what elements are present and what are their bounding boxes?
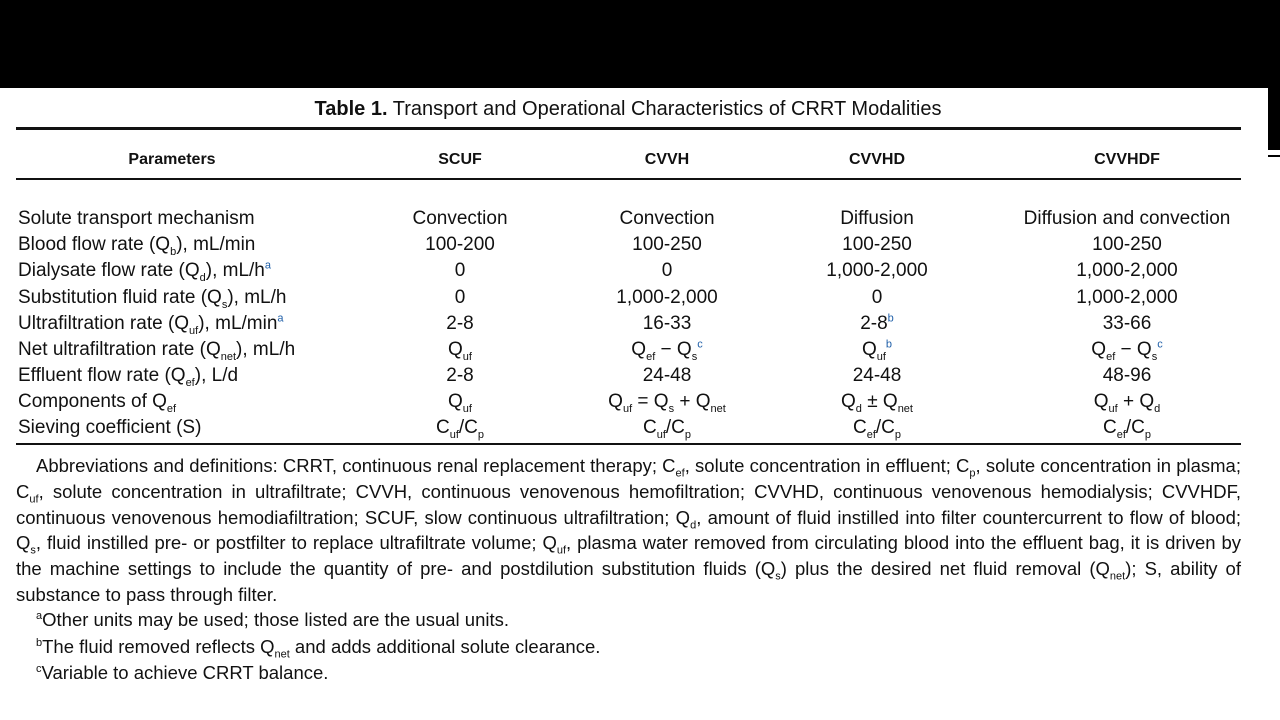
text-run: 0 bbox=[454, 260, 466, 281]
text-run: Components of Q bbox=[18, 391, 167, 412]
text-run: 24-48 bbox=[852, 365, 902, 386]
text-run: Diffusion bbox=[840, 208, 914, 229]
subscript-text: p bbox=[969, 467, 976, 480]
text-run: 0 bbox=[454, 287, 466, 308]
header-cvvhd: CVVHD bbox=[848, 151, 905, 168]
text-run: C bbox=[852, 417, 867, 438]
cell-cvvh bbox=[582, 389, 752, 415]
row-param bbox=[18, 389, 378, 415]
cell-cvvhd bbox=[788, 311, 966, 337]
subscript-text: ef bbox=[185, 376, 195, 389]
text-run: C bbox=[435, 417, 450, 438]
abbreviations-text bbox=[16, 453, 1241, 608]
top-black-bar bbox=[0, 0, 1280, 88]
subscript-text: uf bbox=[462, 402, 472, 415]
text-run: Diffusion and convection bbox=[1023, 208, 1231, 229]
cell-cvvhd bbox=[788, 206, 966, 232]
text-run: 1,000-2,000 bbox=[1076, 287, 1178, 308]
subscript-text: s bbox=[30, 545, 36, 558]
subscript-text: uf bbox=[876, 350, 886, 363]
superscript-marker: a bbox=[277, 312, 284, 325]
text-run: /C bbox=[458, 417, 478, 438]
cell-cvvh bbox=[582, 363, 752, 389]
text-run: Q bbox=[1093, 391, 1109, 412]
row-param bbox=[18, 337, 378, 363]
text-run: 0 bbox=[661, 260, 673, 281]
subscript-text: ef bbox=[866, 428, 876, 441]
subscript-text: s bbox=[1151, 350, 1158, 363]
subscript-text: s bbox=[775, 570, 781, 583]
footnote-b bbox=[36, 634, 600, 659]
subscript-text: ef bbox=[1116, 428, 1126, 441]
cell-scuf bbox=[381, 363, 539, 389]
subscript-text: uf bbox=[556, 545, 567, 558]
footnote-a bbox=[36, 607, 509, 632]
right-edge-tick bbox=[1268, 155, 1280, 157]
text-run: 100-200 bbox=[425, 234, 495, 255]
text-run: 2-8 bbox=[446, 365, 474, 386]
cell-cvvh bbox=[582, 415, 752, 441]
text-run: , amount of fluid instilled into filter countercurrent to flow of blood; Q bbox=[16, 506, 1241, 554]
cell-cvvhdf bbox=[1002, 258, 1252, 284]
text-run: , plasma water removed from circulating blood into the effluent bag, it is driven by the machine settings to include the quantity of pre- and postdilution substitution fluids (Q bbox=[16, 532, 1241, 580]
subscript-text: uf bbox=[462, 350, 472, 363]
text-run: /C bbox=[665, 417, 685, 438]
text-run: , solute concentration in plasma; C bbox=[16, 455, 1241, 502]
table-title-text: Transport and Operational Characteristics of CRRT Modalities bbox=[392, 98, 942, 120]
text-run: Sieving coefficient (S) bbox=[18, 417, 202, 438]
table-top-rule bbox=[16, 127, 1241, 130]
subscript-text: ef bbox=[646, 350, 656, 363]
text-run: Q bbox=[448, 391, 463, 412]
cell-cvvhdf bbox=[1002, 285, 1252, 311]
cell-cvvhdf bbox=[1002, 363, 1252, 389]
table-bottom-rule bbox=[16, 443, 1241, 445]
text-run: 100-250 bbox=[632, 234, 702, 255]
text-run: − Q bbox=[1115, 339, 1152, 360]
text-run: 2-8 bbox=[446, 313, 474, 334]
text-run: The fluid removed reflects Q bbox=[42, 636, 275, 657]
row-param bbox=[18, 311, 378, 337]
cell-cvvhd bbox=[788, 389, 966, 415]
text-run: ± Q bbox=[861, 391, 898, 412]
text-run: ), mL/min bbox=[176, 234, 256, 255]
cell-scuf bbox=[381, 206, 539, 232]
subscript-text: net bbox=[274, 648, 290, 661]
text-run: Dialysate flow rate (Q bbox=[18, 260, 200, 281]
text-run: /C bbox=[875, 417, 895, 438]
text-run: 33-66 bbox=[1102, 313, 1152, 334]
header-parameters: Parameters bbox=[128, 151, 216, 168]
cell-cvvh bbox=[582, 337, 752, 363]
text-run: Convection bbox=[619, 208, 715, 229]
text-run: − Q bbox=[655, 339, 692, 360]
subscript-text: ef bbox=[675, 467, 685, 480]
cell-cvvhdf bbox=[1002, 311, 1252, 337]
text-run: Other units may be used; those listed are the usual units. bbox=[42, 609, 509, 630]
text-run: ), L/d bbox=[194, 365, 239, 386]
text-run: 24-48 bbox=[642, 365, 692, 386]
subscript-text: net bbox=[220, 350, 237, 363]
subscript-text: p bbox=[894, 428, 902, 441]
text-run: 0 bbox=[871, 287, 883, 308]
cell-scuf bbox=[381, 285, 539, 311]
cell-cvvhdf bbox=[1002, 206, 1252, 232]
row-param bbox=[18, 232, 378, 258]
cell-scuf bbox=[381, 337, 539, 363]
subscript-text: net bbox=[710, 402, 726, 415]
subscript-text: s bbox=[668, 402, 675, 415]
subscript-text: ef bbox=[1106, 350, 1116, 363]
table-title bbox=[16, 97, 1240, 121]
subscript-text: uf bbox=[656, 428, 666, 441]
text-run: ); S, ability of substance to pass through filter. bbox=[16, 558, 1241, 605]
footnote-c bbox=[36, 660, 328, 685]
row-param bbox=[18, 258, 378, 284]
text-run: 100-250 bbox=[842, 234, 912, 255]
cell-cvvh bbox=[582, 311, 752, 337]
text-run: Q bbox=[861, 339, 877, 360]
text-run: 16-33 bbox=[642, 313, 692, 334]
text-run: C bbox=[642, 417, 657, 438]
cell-scuf bbox=[381, 258, 539, 284]
subscript-text: uf bbox=[1108, 402, 1118, 415]
cell-cvvh bbox=[582, 285, 752, 311]
cell-cvvhd bbox=[788, 232, 966, 258]
text-run: = Q bbox=[632, 391, 669, 412]
superscript-marker: c bbox=[697, 338, 703, 351]
text-run: Abbreviations and definitions: CRRT, continuous renal replacement therapy; C bbox=[36, 455, 676, 476]
text-run: 2-8 bbox=[860, 313, 888, 334]
subscript-text: s bbox=[691, 350, 698, 363]
row-param bbox=[18, 415, 378, 441]
text-run: , fluid instilled pre- or postfilter to replace ultrafiltrate volume; Q bbox=[35, 532, 557, 554]
cell-scuf bbox=[381, 311, 539, 337]
subscript-text: uf bbox=[449, 428, 459, 441]
subscript-text: p bbox=[1144, 428, 1152, 441]
text-run: Q bbox=[608, 391, 623, 412]
subscript-text: d bbox=[855, 402, 862, 415]
text-run: Q bbox=[1091, 339, 1107, 360]
superscript-marker: a bbox=[264, 259, 271, 272]
abbreviations-note bbox=[16, 453, 1241, 608]
cell-cvvhd bbox=[788, 337, 966, 363]
subscript-text: net bbox=[897, 402, 913, 415]
cell-cvvhd bbox=[788, 363, 966, 389]
cell-cvvhdf bbox=[1002, 389, 1252, 415]
subscript-text: net bbox=[1109, 570, 1126, 583]
superscript-marker: b bbox=[887, 312, 894, 325]
text-run: 100-250 bbox=[1092, 234, 1162, 255]
subscript-text: uf bbox=[189, 324, 199, 337]
text-run: 1,000-2,000 bbox=[826, 260, 928, 281]
text-run: Net ultrafiltration rate (Q bbox=[18, 339, 221, 360]
text-run: ), mL/h bbox=[236, 339, 296, 360]
text-run: Blood flow rate (Q bbox=[18, 234, 171, 255]
row-param bbox=[18, 285, 378, 311]
header-cvvhdf: CVVHDF bbox=[1094, 151, 1160, 168]
text-run: Q bbox=[448, 339, 463, 360]
cell-cvvhdf bbox=[1002, 337, 1252, 363]
text-run: C bbox=[1102, 417, 1117, 438]
text-run: 1,000-2,000 bbox=[616, 287, 718, 308]
header-cvvh: CVVH bbox=[644, 151, 690, 168]
cell-cvvhdf bbox=[1002, 415, 1252, 441]
cell-cvvh bbox=[582, 258, 752, 284]
text-run: , solute concentration in ultrafiltrate; CVVH, continuous venovenous hemofiltration; CVVHD, continuous venovenous hemodialysis; CVVHDF, continuous venovenous hemodiafiltration; SCUF, slow continuous ultrafiltration; Q bbox=[16, 480, 1241, 528]
text-run: and adds additional solute clearance. bbox=[289, 636, 601, 657]
subscript-text: uf bbox=[622, 402, 633, 415]
row-param bbox=[18, 206, 378, 232]
text-run: /C bbox=[1125, 417, 1145, 438]
text-run: 48-96 bbox=[1102, 365, 1152, 386]
cell-cvvhd bbox=[788, 415, 966, 441]
text-run: ) plus the desired net fluid removal (Q bbox=[780, 558, 1110, 580]
text-run: Variable to achieve CRRT balance. bbox=[41, 662, 329, 683]
text-run: Substitution fluid rate (Q bbox=[18, 287, 222, 308]
subscript-text: b bbox=[170, 245, 177, 258]
text-run: + Q bbox=[1117, 391, 1155, 412]
text-run: Ultrafiltration rate (Q bbox=[18, 313, 190, 334]
superscript-marker: c bbox=[36, 662, 42, 675]
subscript-text: d bbox=[199, 271, 206, 284]
text-run: , solute concentration in effluent; C bbox=[684, 455, 970, 476]
table-number: Table 1. bbox=[314, 98, 388, 120]
text-run: 1,000-2,000 bbox=[1076, 260, 1178, 281]
text-run: Effluent flow rate (Q bbox=[18, 365, 186, 386]
superscript-marker: b bbox=[36, 636, 43, 649]
table-header-rule bbox=[16, 178, 1241, 180]
superscript-marker: b bbox=[885, 338, 893, 351]
text-run: Convection bbox=[412, 208, 508, 229]
right-edge-bar bbox=[1268, 88, 1280, 150]
subscript-text: p bbox=[477, 428, 485, 441]
row-param bbox=[18, 363, 378, 389]
subscript-text: p bbox=[684, 428, 692, 441]
subscript-text: ef bbox=[166, 402, 177, 415]
subscript-text: s bbox=[221, 298, 228, 311]
text-run: ), mL/h bbox=[205, 260, 265, 281]
cell-scuf bbox=[381, 415, 539, 441]
subscript-text: d bbox=[1154, 402, 1161, 415]
text-run: Q bbox=[631, 339, 647, 360]
cell-cvvh bbox=[582, 232, 752, 258]
header-scuf: SCUF bbox=[438, 151, 482, 168]
text-run: ), mL/min bbox=[198, 313, 278, 334]
cell-cvvhd bbox=[788, 285, 966, 311]
cell-cvvhdf bbox=[1002, 232, 1252, 258]
cell-scuf bbox=[381, 232, 539, 258]
text-run: Solute transport mechanism bbox=[18, 208, 255, 229]
text-run: + Q bbox=[674, 391, 711, 412]
superscript-marker: c bbox=[1157, 338, 1163, 351]
cell-cvvhd bbox=[788, 258, 966, 284]
text-run: Q bbox=[841, 391, 856, 412]
subscript-text: uf bbox=[29, 493, 39, 506]
text-run: ), mL/h bbox=[227, 287, 287, 308]
subscript-text: d bbox=[690, 519, 697, 532]
superscript-marker: a bbox=[36, 609, 43, 622]
cell-cvvh bbox=[582, 206, 752, 232]
cell-scuf bbox=[381, 389, 539, 415]
